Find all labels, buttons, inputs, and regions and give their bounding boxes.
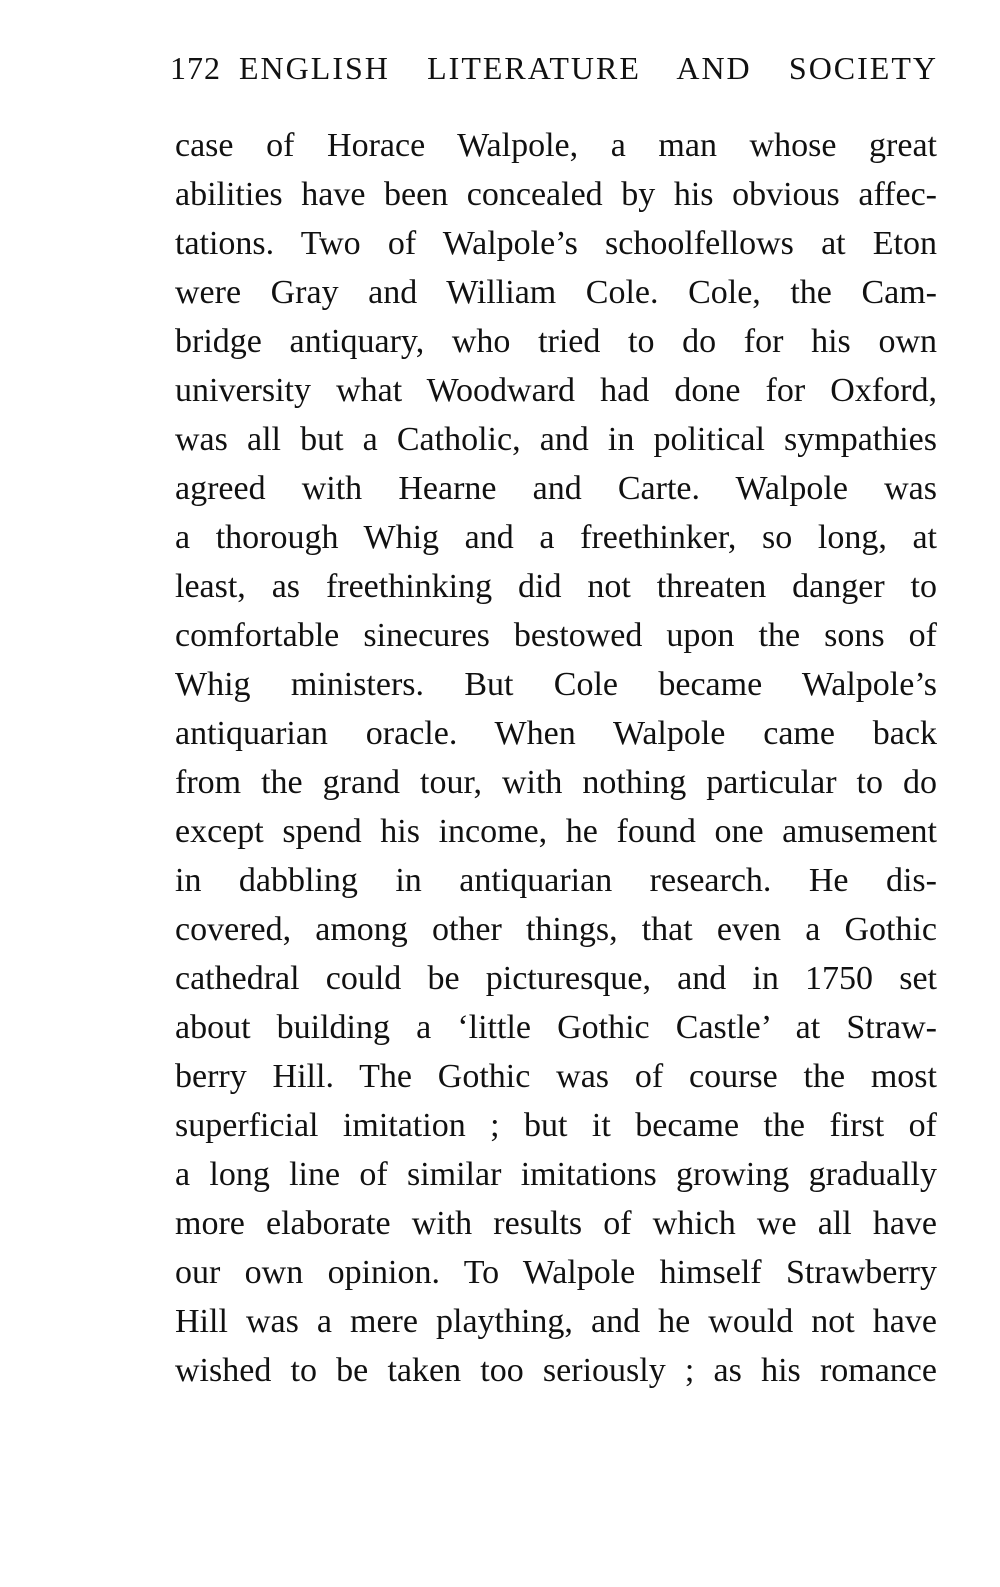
text-line: was all but a Catholic, and in political sympathies (175, 421, 937, 458)
text-line: wished to be taken too seriously ; as his romance (175, 1352, 937, 1389)
text-line: about building a ‘little Gothic Castle’ at Straw- (175, 1009, 937, 1046)
text-line: except spend his income, he found one amusement (175, 813, 937, 850)
text-line: a thorough Whig and a freethinker, so long, at (175, 519, 937, 556)
text-line: comfortable sinecures bestowed upon the sons of (175, 617, 937, 654)
text-line: abilities have been concealed by his obvious affec- (175, 176, 937, 213)
text-line: agreed with Hearne and Carte. Walpole was (175, 470, 937, 507)
running-title: ENGLISH LITERATURE AND SOCIETY (239, 50, 938, 86)
text-line: more elaborate with results of which we all have (175, 1205, 937, 1242)
text-line: case of Horace Walpole, a man whose great (175, 127, 937, 164)
page-number: 172 (170, 50, 221, 86)
text-line: berry Hill. The Gothic was of course the most (175, 1058, 937, 1095)
text-line: in dabbling in antiquarian research. He dis- (175, 862, 937, 899)
text-line: our own opinion. To Walpole himself Strawberry (175, 1254, 937, 1291)
text-line: university what Woodward had done for Oxford, (175, 372, 937, 409)
text-line: from the grand tour, with nothing particular to do (175, 764, 937, 801)
text-line: a long line of similar imitations growing gradually (175, 1156, 937, 1193)
text-line: least, as freethinking did not threaten danger to (175, 568, 937, 605)
text-line: superficial imitation ; but it became the first of (175, 1107, 937, 1144)
running-head (170, 50, 938, 87)
text-line: cathedral could be picturesque, and in 1750 set (175, 960, 937, 997)
text-line: antiquarian oracle. When Walpole came back (175, 715, 937, 752)
text-line: tations. Two of Walpole’s schoolfellows at Eton (175, 225, 937, 262)
body-text (175, 121, 937, 1395)
text-line: covered, among other things, that even a Gothic (175, 911, 937, 948)
text-line: were Gray and William Cole. Cole, the Cam- (175, 274, 937, 311)
text-line: Whig ministers. But Cole became Walpole’s (175, 666, 937, 703)
text-line: Hill was a mere plaything, and he would not have (175, 1303, 937, 1340)
text-line: bridge antiquary, who tried to do for his own (175, 323, 937, 360)
